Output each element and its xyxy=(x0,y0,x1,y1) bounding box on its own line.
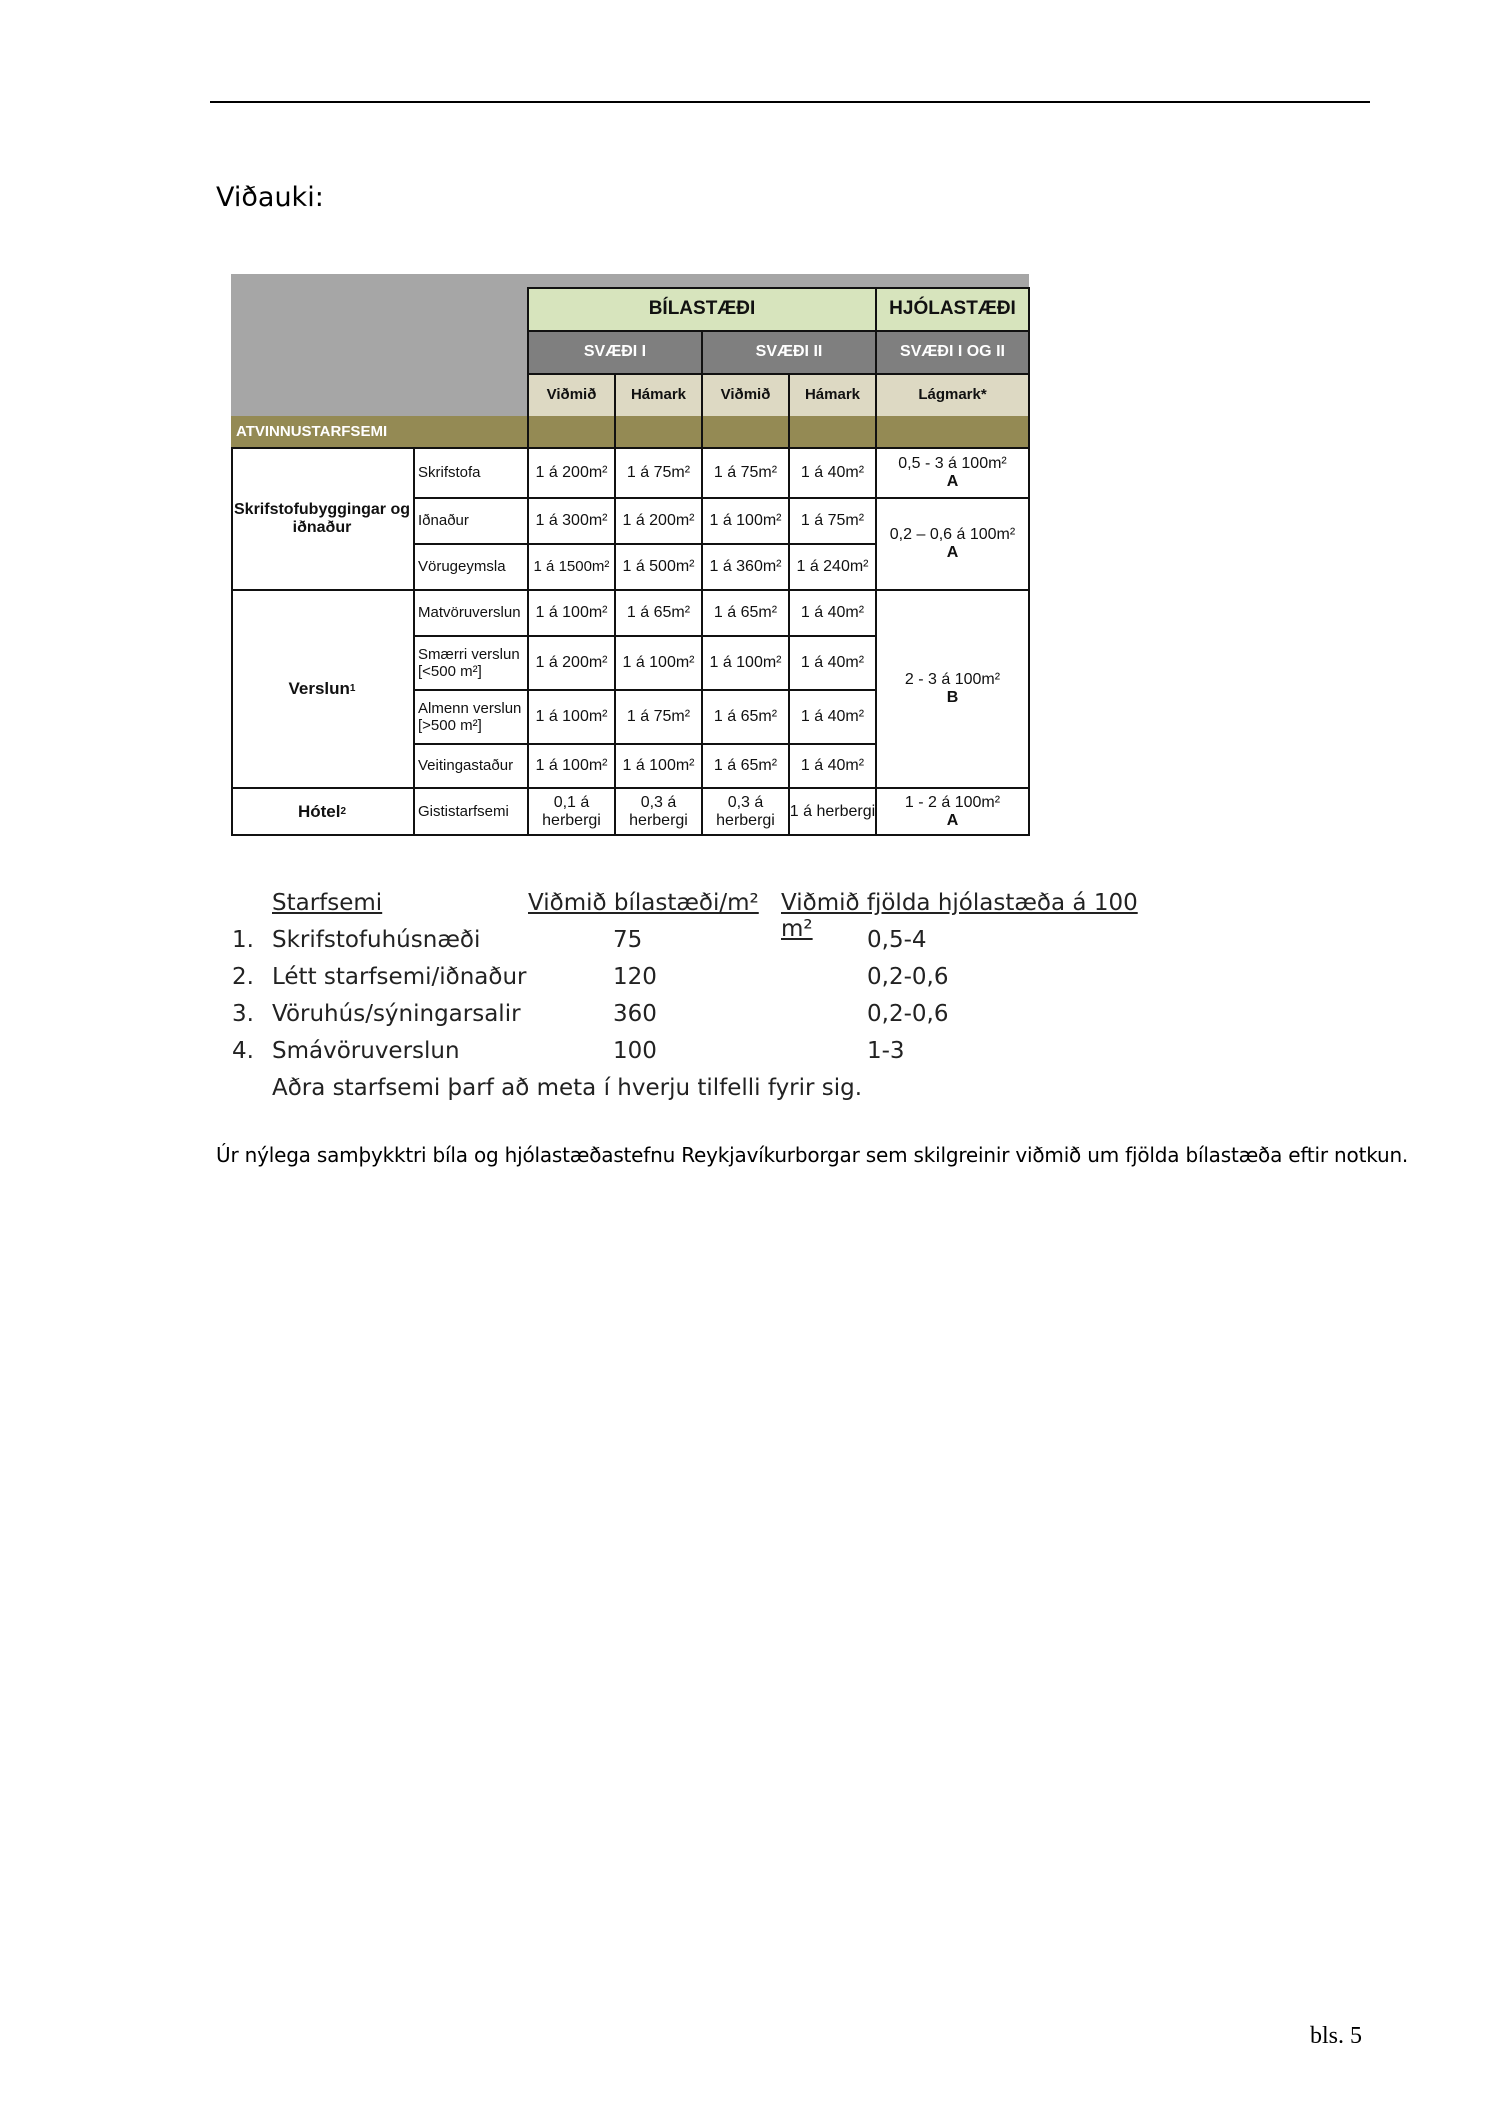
cell-value: 1 á 65m² xyxy=(713,603,778,621)
cell-value: 0,1 á herbergi xyxy=(542,793,601,829)
cell-value: 1 á 100m² xyxy=(709,511,782,529)
bike-value: 1 - 2 á 100m² xyxy=(904,793,1001,811)
table-corner xyxy=(231,274,528,416)
cell-value: 1 á 65m² xyxy=(713,756,778,774)
cell-value: 1 á 100m² xyxy=(622,653,695,671)
row-name: Smærri verslun [<500 m²] xyxy=(418,645,520,680)
cell-value: 1 á 40m² xyxy=(800,653,865,671)
header-strip xyxy=(528,274,1029,287)
cell-value: 0,3 á herbergi xyxy=(629,793,688,829)
bike-cell-3 xyxy=(876,590,1029,788)
list-row-number: 1. xyxy=(232,927,254,953)
grid-line xyxy=(413,543,876,545)
row-name: Gististarfsemi xyxy=(418,803,509,821)
header-hamark-2: Hámark xyxy=(789,374,876,416)
cell-value: 1 á 75m² xyxy=(626,707,691,725)
cell-value: 1 á 40m² xyxy=(800,463,865,481)
bike-code: B xyxy=(946,689,959,706)
grid-line xyxy=(1028,287,1030,836)
group-hotel-label: Hótel xyxy=(297,802,341,822)
parking-standards-table xyxy=(231,274,1029,836)
grid-line xyxy=(413,635,876,637)
header-svaedi-2: SVÆÐI II xyxy=(702,331,876,374)
header-vidmid-2: Viðmið xyxy=(702,374,789,416)
list-header-hjolastaedi: Viðmið fjölda hjólastæða á 100 m² xyxy=(781,890,1138,942)
list-row xyxy=(230,1038,1150,1068)
header-bilastaedi: BÍLASTÆÐI xyxy=(528,287,876,331)
cell-value: 1 á 100m² xyxy=(535,756,608,774)
list-header-starfsemi: Starfsemi xyxy=(272,890,383,916)
cell-value: 1 á 200m² xyxy=(622,511,695,529)
bike-cell-2 xyxy=(876,498,1029,590)
grid-line xyxy=(875,287,877,836)
list-row-number: 4. xyxy=(232,1038,254,1064)
cell-value: 1 á 100m² xyxy=(535,603,608,621)
group-verslun-sup: 1 xyxy=(349,683,356,695)
row-name: Skrifstofa xyxy=(418,464,481,482)
list-row-name: Smávöruverslun xyxy=(272,1038,460,1064)
list-row xyxy=(230,964,1150,994)
list-footer-note: Aðra starfsemi þarf að meta í hverju tilfelli fyrir sig. xyxy=(272,1075,863,1101)
cell-value: 1 á 65m² xyxy=(713,707,778,725)
grid-line xyxy=(788,374,790,836)
parking-summary-list xyxy=(230,890,1150,1115)
cell-value: 0,3 á herbergi xyxy=(716,793,775,829)
page-number: bls. 5 xyxy=(1310,2023,1363,2049)
grid-line xyxy=(231,787,1029,789)
list-row-parking: 360 xyxy=(613,1001,657,1027)
list-row-bikes: 0,2-0,6 xyxy=(867,1001,949,1027)
cell-value: 1 á 40m² xyxy=(800,707,865,725)
group-hotel xyxy=(231,788,413,836)
grid-line xyxy=(701,331,703,836)
list-header-bilastaedi: Viðmið bílastæði/m² xyxy=(528,890,759,916)
row-name: Iðnaður xyxy=(418,512,469,530)
grid-line xyxy=(528,287,1029,289)
cell-value: 1 á 240m² xyxy=(796,557,869,575)
row-name: Veitingastaður xyxy=(418,757,514,775)
cell-value: 1 á 65m² xyxy=(626,603,691,621)
bike-cell-1 xyxy=(876,448,1029,498)
bike-value: 2 - 3 á 100m² xyxy=(904,670,1001,688)
cell-value: 1 á 500m² xyxy=(622,557,695,575)
bike-code: A xyxy=(946,812,959,829)
list-row xyxy=(230,927,1150,957)
grid-line xyxy=(413,743,876,745)
group-verslun-label: Verslun xyxy=(288,679,350,699)
grid-line xyxy=(528,373,1029,375)
header-svaedi-1-og-2: SVÆÐI I OG II xyxy=(876,331,1029,374)
cell-value: 1 á 360m² xyxy=(709,557,782,575)
list-row-parking: 75 xyxy=(613,927,643,953)
header-lagmark: Lágmark* xyxy=(876,374,1029,416)
list-row-name: Vöruhús/sýningarsalir xyxy=(272,1001,521,1027)
row-name: Vörugeymsla xyxy=(418,558,506,576)
bike-value: 0,2 – 0,6 á 100m² xyxy=(889,525,1016,543)
grid-line xyxy=(876,497,1029,499)
grid-line xyxy=(231,589,1029,591)
group-skrifstofubyggingar: Skrifstofubyggingar og iðnaður xyxy=(234,500,410,536)
page-heading: Viðauki: xyxy=(216,182,324,213)
header-hamark-1: Hámark xyxy=(615,374,702,416)
header-rule xyxy=(210,101,1370,103)
cell-value: 1 á 300m² xyxy=(535,511,608,529)
cell-value: 1 á 100m² xyxy=(622,756,695,774)
list-row-number: 2. xyxy=(232,964,254,990)
cell-value: 1 á 200m² xyxy=(535,653,608,671)
group-hotel-sup: 2 xyxy=(340,806,347,818)
grid-line xyxy=(528,330,1029,332)
grid-line xyxy=(413,448,415,836)
bike-code: A xyxy=(946,544,959,561)
grid-line xyxy=(413,689,876,691)
grid-line xyxy=(614,374,616,836)
cell-value: 1 á 75m² xyxy=(713,463,778,481)
grid-line xyxy=(231,834,1029,836)
list-row-name: Létt starfsemi/iðnaður xyxy=(272,964,527,990)
caption: Úr nýlega samþykktri bíla og hjólastæðastefnu Reykjavíkurborgar sem skilgreinir viðmið um fjölda bílastæða eftir notkun. xyxy=(216,1143,1409,1167)
cell-value: 1 á 100m² xyxy=(535,707,608,725)
list-row-bikes: 0,2-0,6 xyxy=(867,964,949,990)
list-row-parking: 100 xyxy=(613,1038,657,1064)
section-band: ATVINNUSTARFSEMI xyxy=(231,416,1029,448)
cell-value: 1 á 200m² xyxy=(535,463,608,481)
cell-value: 1 á 100m² xyxy=(709,653,782,671)
bike-code: A xyxy=(946,473,959,490)
grid-line xyxy=(527,287,529,836)
row-name: Matvöruverslun xyxy=(418,604,521,622)
cell-value: 1 á 75m² xyxy=(800,511,865,529)
list-row-name: Skrifstofuhúsnæði xyxy=(272,927,481,953)
header-vidmid-1: Viðmið xyxy=(528,374,615,416)
list-row-bikes: 1-3 xyxy=(867,1038,905,1064)
header-hjolastaedi: HJÓLASTÆÐI xyxy=(876,287,1029,331)
grid-line xyxy=(231,447,1029,449)
bike-value: 0,5 - 3 á 100m² xyxy=(898,454,1007,472)
cell-value: 1 á 40m² xyxy=(800,603,865,621)
list-row-parking: 120 xyxy=(613,964,657,990)
bike-cell-4 xyxy=(876,788,1029,836)
cell-value: 1 á herbergi xyxy=(789,802,876,820)
cell-value: 1 á 75m² xyxy=(626,463,691,481)
header-svaedi-1: SVÆÐI I xyxy=(528,331,702,374)
cell-value: 1 á 40m² xyxy=(800,756,865,774)
row-name: Almenn verslun [>500 m²] xyxy=(418,699,522,734)
list-row-bikes: 0,5-4 xyxy=(867,927,927,953)
list-row-number: 3. xyxy=(232,1001,254,1027)
group-verslun xyxy=(231,590,413,788)
grid-line xyxy=(231,448,233,836)
cell-value: 1 á 1500m² xyxy=(533,558,610,576)
grid-line xyxy=(413,497,876,499)
list-row xyxy=(230,1001,1150,1031)
